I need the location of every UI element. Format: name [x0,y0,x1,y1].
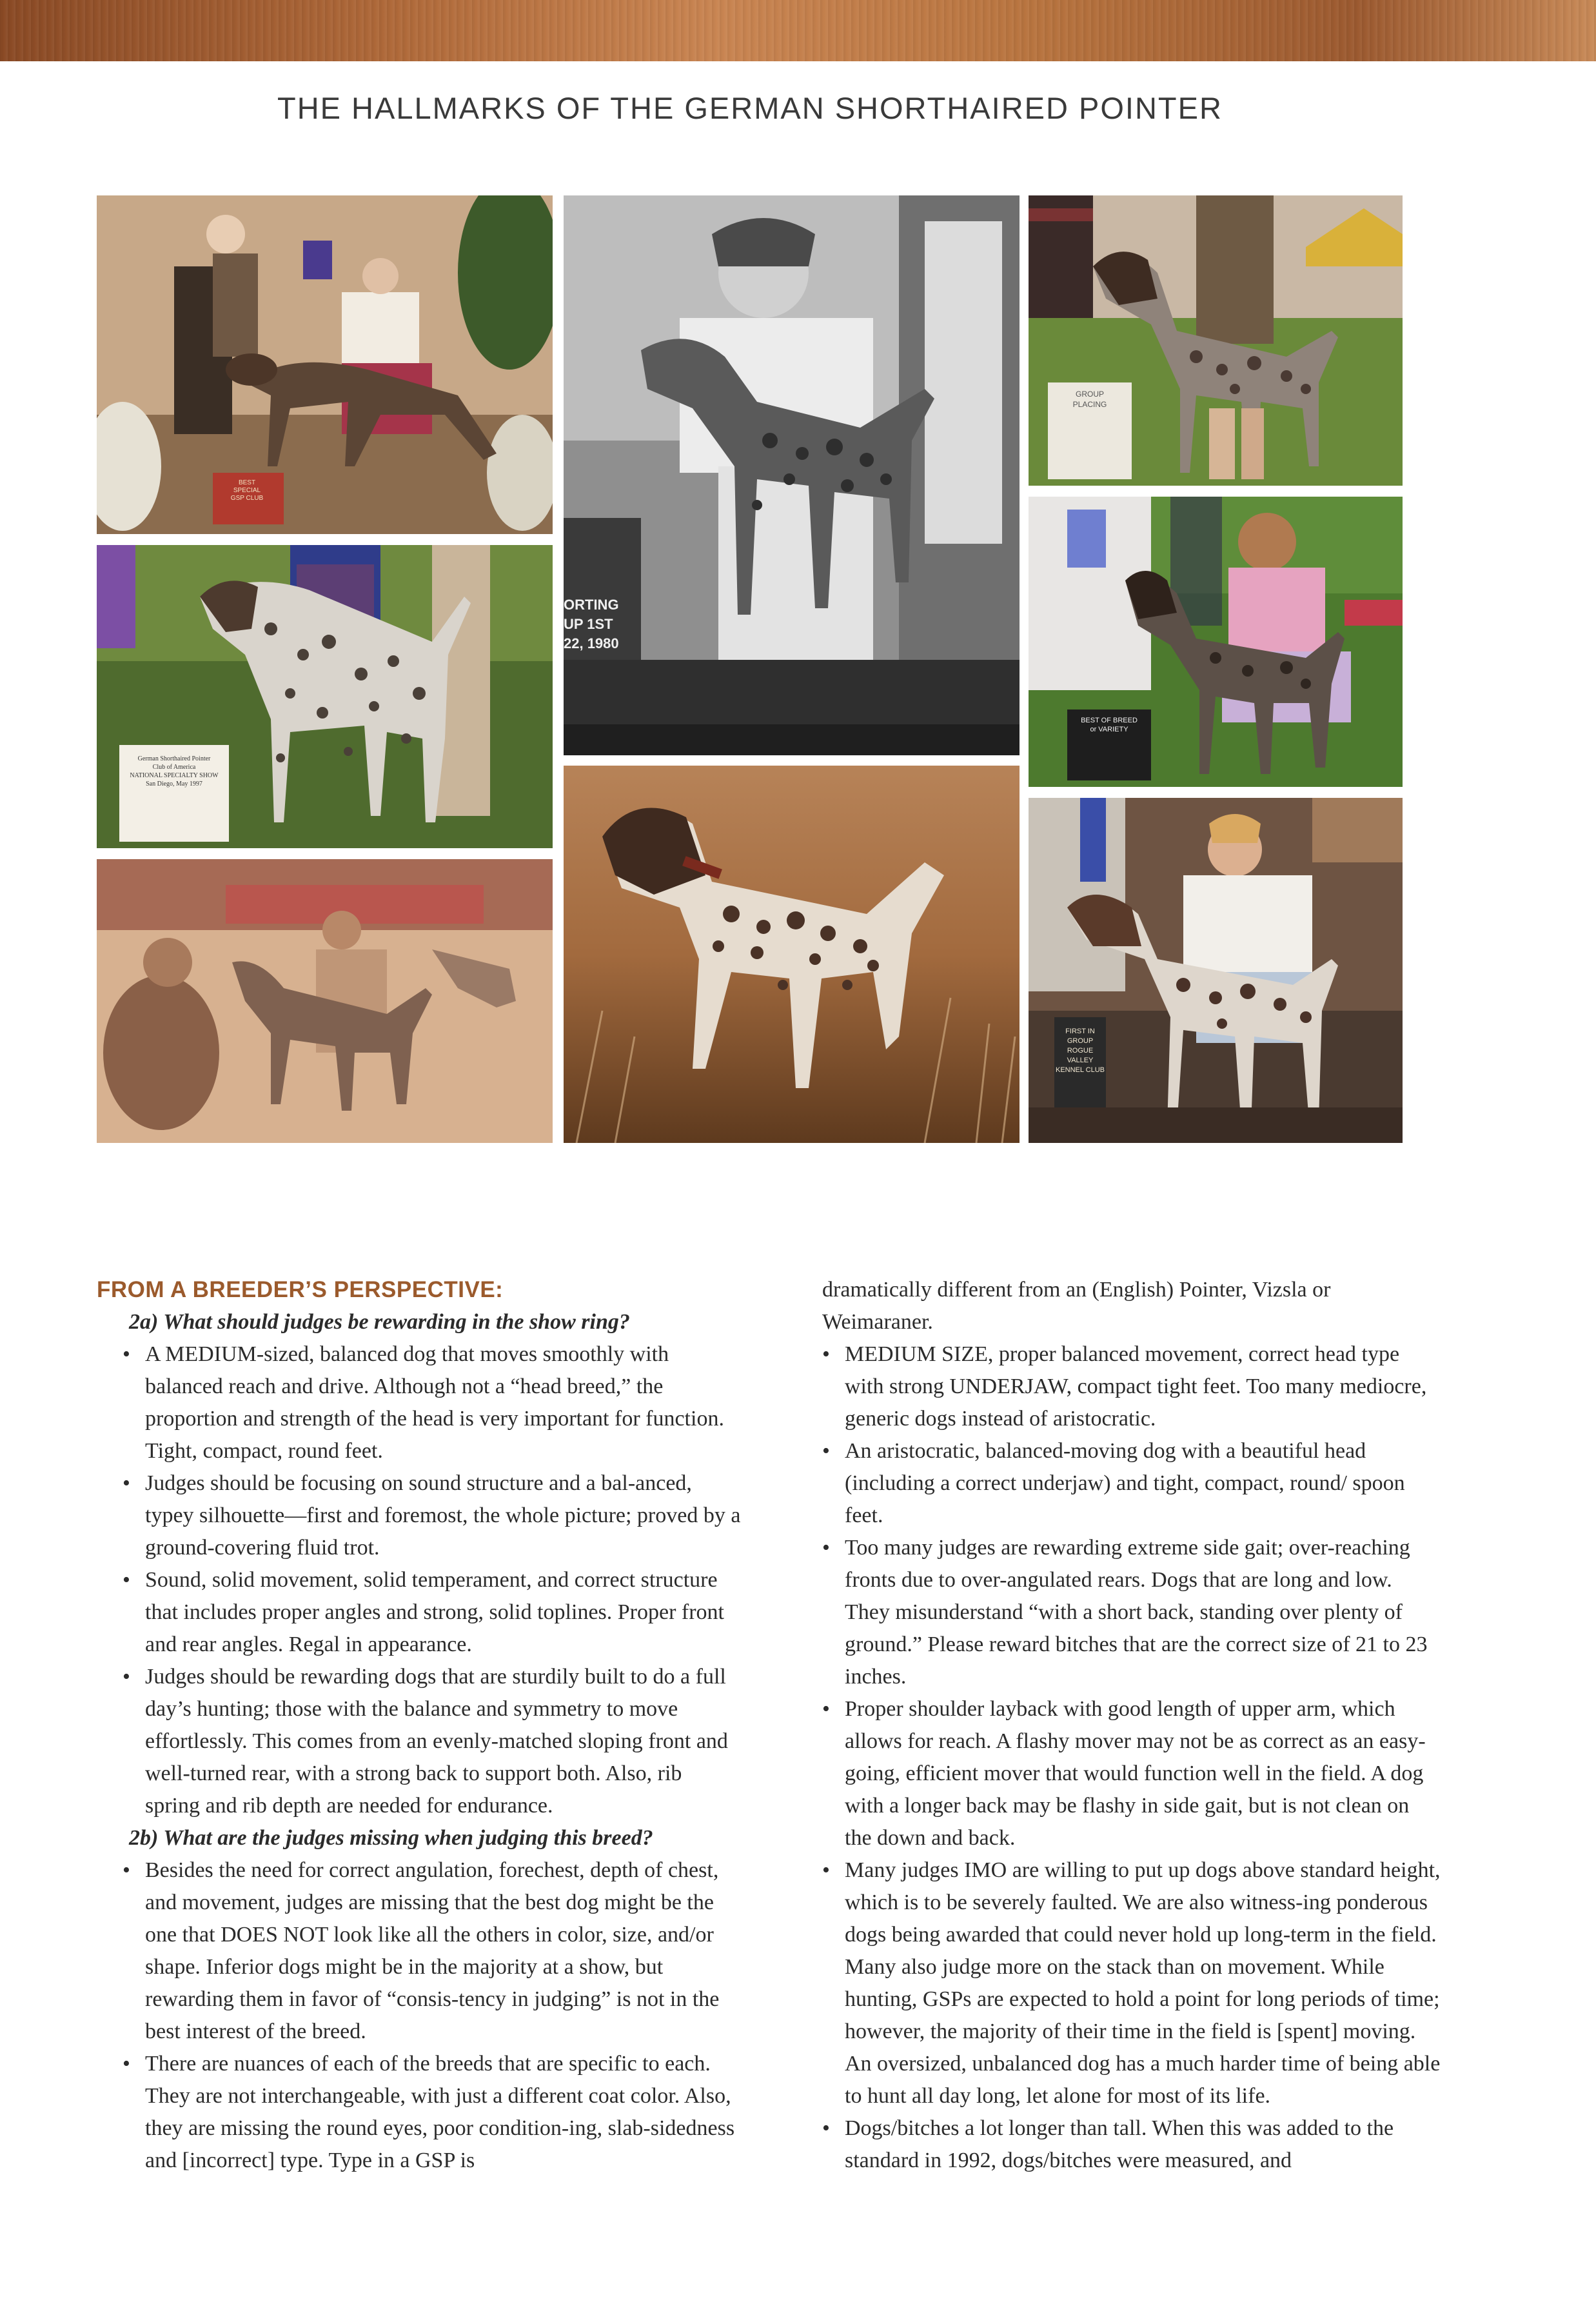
header-wood-bar [0,0,1596,61]
photo-group-placing [1029,195,1403,486]
list-item: • MEDIUM SIZE, proper balanced movement, correct head type with strong UNDERJAW, compact tight feet. Too many mediocre, generic dogs instead of aristocratic. [796,1338,1441,1435]
continued-text: dramatically different from an (English) Pointer, Vizsla or Weimaraner. [822,1278,1331,1334]
list-item: • Besides the need for correct angulation, forechest, depth of chest, and movement, judges are missing that the best dog might be the one that DOES NOT look like all the others in color, size, and/or shape. Inferior dogs might be in the majority at a show, but rewarding them in favor of “consis-tency in judging” is not in the best interest of the breed. [97,1854,742,2048]
right-column [796,1274,1441,2177]
photo-field-dog [564,766,1020,1143]
answers-2a-list [97,1338,742,1822]
answers-2b-continued-list [796,1338,1441,2177]
photo-national-specialty [97,545,553,848]
photo-first-in-group [1029,798,1403,1143]
list-item: • Proper shoulder layback with good length of upper arm, which allows for reach. A flashy mover may not be as correct as an easy-going, efficient mover that would function well in the field. A dog with a longer back may be flashy in side gait, but is not clean on the down and back. [796,1693,1441,1854]
list-item: • Dogs/bitches a lot longer than tall. When this was added to the standard in 1992, dogs/bitches were measured, and [796,2112,1441,2177]
answers-2b-list [97,1854,742,2177]
photo-show-win-1 [97,195,553,534]
list-item: • Judges should be rewarding dogs that are sturdily built to do a full day’s hunting; those with the balance and symmetry to move effortlessly. This comes from an evenly-matched sloping front and well-turned rear, with a strong back to support both. Also, rib spring and rib depth are needed for endurance. [97,1661,742,1822]
question-2a: 2a) What should judges be rewarding in the show ring? [129,1310,630,1334]
left-column [97,1274,742,2177]
photo-bw-group-first [564,195,1020,755]
photo-1-sign-text: BEST SPECIAL GSP CLUB [230,479,264,502]
list-item: • There are nuances of each of the breeds that are specific to each. They are not interchangeable, with just a different coat color. Also, they are missing the round eyes, poor condition-ing, slab-sidedness and [incorrect] type. Type in a GSP is [97,2048,742,2177]
list-item: • Too many judges are rewarding extreme side gait; over-reaching fronts due to over-angulated rears. Dogs that are long and low. They misunderstand “with a short back, standing over plenty of ground.” Please reward bitches that are the correct size of 21 to 23 inches. [796,1532,1441,1693]
list-item: • An aristocratic, balanced-moving dog with a beautiful head (including a correct underjaw) and tight, compact, round/ spoon feet. [796,1435,1441,1532]
list-item: • Sound, solid movement, solid temperament, and correct structure that includes proper angles and strong, solid toplines. Proper front and rear angles. Regal in appearance. [97,1564,742,1661]
photo-6-sign-text: GROUP PLACING [1072,390,1107,409]
list-item: • Judges should be focusing on sound structure and a bal-anced, typey silhouette—first and foremost, the whole picture; proved by a ground-covering fluid trot. [97,1467,742,1564]
photo-8-sign-text: FIRST IN GROUP ROGUE VALLEY KENNEL CLUB [1055,1027,1105,1074]
photo-sepia-ring [97,859,553,1143]
photo-4-sign-text: ORTING UP 1ST 22, 1980 [564,597,619,651]
list-item: • Many judges IMO are willing to put up dogs above standard height, which is to be severely faulted. We are also witness-ing ponderous dogs being awarded that could never hold up long-term in the field. Many also judge more on the stack than on movement. While hunting, GSPs are expected to hold a point for long periods of time; however, the majority of their time in the field is [spent] moving. An oversized, unbalanced dog has a much harder time of being able to hunt all day long, let alone for most of its life. [796,1854,1441,2112]
photo-7-sign-text: BEST OF BREED or VARIETY [1081,717,1138,733]
photo-2-sign-text: German Shorthaired Pointer Club of America NATIONAL SPECIALTY SHOW San Diego, May 1997 [130,755,219,788]
list-item: • A MEDIUM-sized, balanced dog that moves smoothly with balanced reach and drive. Although not a “head breed,” the proportion and strength of the head is very important for function. Tight, compact, round feet. [97,1338,742,1467]
section-heading: FROM A BREEDER’S PERSPECTIVE: [97,1277,504,1302]
question-2b: 2b) What are the judges missing when judging this breed? [129,1826,653,1850]
page-title: THE HALLMARKS OF THE GERMAN SHORTHAIRED POINTER [277,91,1223,125]
photo-best-of-breed [1029,497,1403,787]
